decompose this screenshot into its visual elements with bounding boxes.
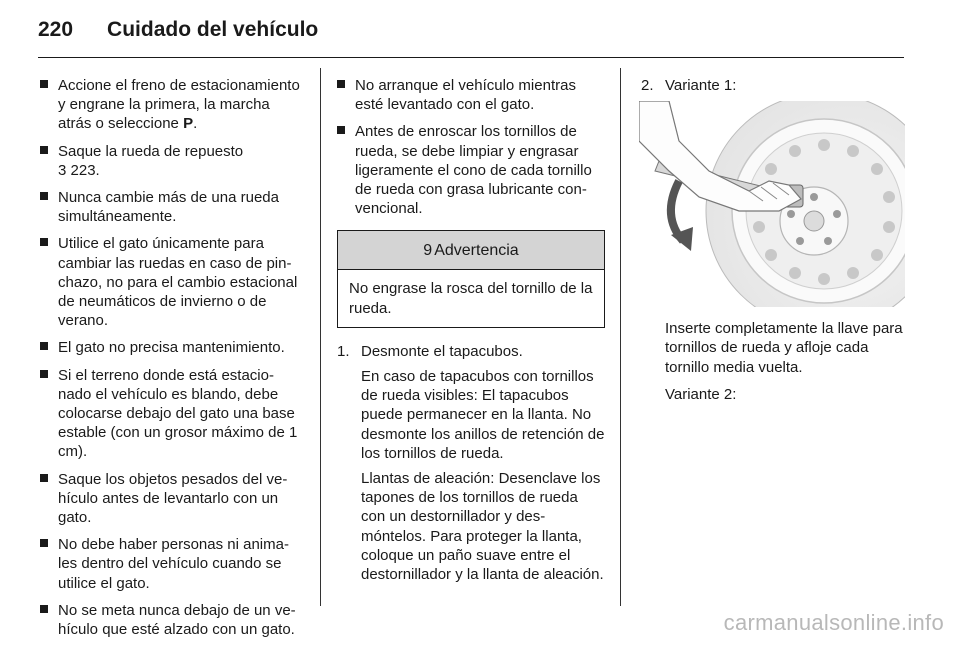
bullet-icon — [40, 238, 48, 246]
warning-title: Advertencia — [434, 241, 519, 259]
page-title: Cuidado del vehículo — [107, 18, 319, 41]
page-number: 220 — [38, 18, 74, 41]
page-header — [38, 18, 318, 50]
warning-box — [337, 230, 605, 327]
list-item: Saque los objetos pesados del vehículo antes de levantarlo con un gato. — [40, 470, 302, 528]
warning-icon: 9 — [423, 241, 433, 259]
bullet-icon — [337, 80, 345, 88]
column-3 — [641, 76, 905, 412]
bullet-icon — [40, 539, 48, 547]
list-item: No debe haber personas ni animales dentro del vehículo cuando se utilice el gato. — [40, 535, 302, 593]
wheel-wrench-illustration — [639, 101, 905, 307]
watermark: carmanualsonline.info — [723, 610, 944, 635]
list-item: Saque la rueda de repuesto 3 223. — [40, 142, 302, 180]
header-rule — [38, 57, 904, 58]
step-2-paragraph: Variante 2: — [665, 385, 737, 403]
page-reference: 3 223. — [58, 161, 100, 179]
list-item: Nunca cambie más de una rueda simultáneamente. — [40, 188, 302, 226]
list-item: El gato no precisa mantenimiento. — [40, 338, 302, 357]
list-item: No se meta nunca debajo de un vehículo que esté alzado con un gato. — [40, 601, 302, 639]
list-item: Accione el freno de estacionamiento y engrane la primera, la marcha atrás o seleccione P. — [40, 76, 302, 134]
step-2-paragraph: Inserte completamente la llave para tornillos de rueda y afloje cada tornillo media vuelta. — [665, 320, 903, 376]
list-item: No arranque el vehículo mientras esté levantado con el gato. — [337, 76, 605, 114]
warning-text: No engrase la rosca del tornillo de la rueda. — [349, 280, 593, 317]
step-1-paragraph: Llantas de aleación: Desenclave los tapones de los tornillos de rueda con un destornillador y desmóntelos. Para proteger la llanta, coloque un paño suave entre el destornillador y la llanta de aleación. — [361, 470, 604, 584]
column-2 — [337, 76, 605, 590]
column-divider — [620, 68, 621, 606]
column-divider — [320, 68, 321, 606]
list-item: Si el terreno donde está estacionado el vehículo es blando, debe colocarse debajo del gato una base estable (con un grosor máximo de 1 cm). — [40, 366, 302, 462]
bullet-icon — [40, 80, 48, 88]
wheel-illustration-icon — [639, 101, 905, 307]
bullet-icon — [337, 126, 345, 134]
bullet-icon — [40, 146, 48, 154]
bullet-icon — [40, 192, 48, 200]
bullet-icon — [40, 370, 48, 378]
list-item: Antes de enroscar los tornillos de rueda, se debe limpiar y engrasar ligeramente el cono de cada tornillo de rueda con grasa lubricante convencional. — [337, 122, 605, 218]
bullet-icon — [40, 605, 48, 613]
list-item: Utilice el gato únicamente para cambiar las ruedas en caso de pinchazo, no para el cambio estacional de neumáticos de invierno o de verano. — [40, 234, 302, 330]
bullet-icon — [40, 342, 48, 350]
column-1 — [40, 76, 302, 647]
bullet-icon — [40, 474, 48, 482]
warning-header — [338, 231, 604, 270]
step-2: 2. Variante 1: — [641, 77, 737, 94]
step-1-paragraph: En caso de tapacubos con tornillos de rueda visibles: El tapacubos puede permanecer en la llanta. No desmonte los anillos de retención de los tornillos de rueda. — [361, 368, 605, 462]
step-1: 1. Desmonte el tapacubos. — [337, 342, 523, 360]
